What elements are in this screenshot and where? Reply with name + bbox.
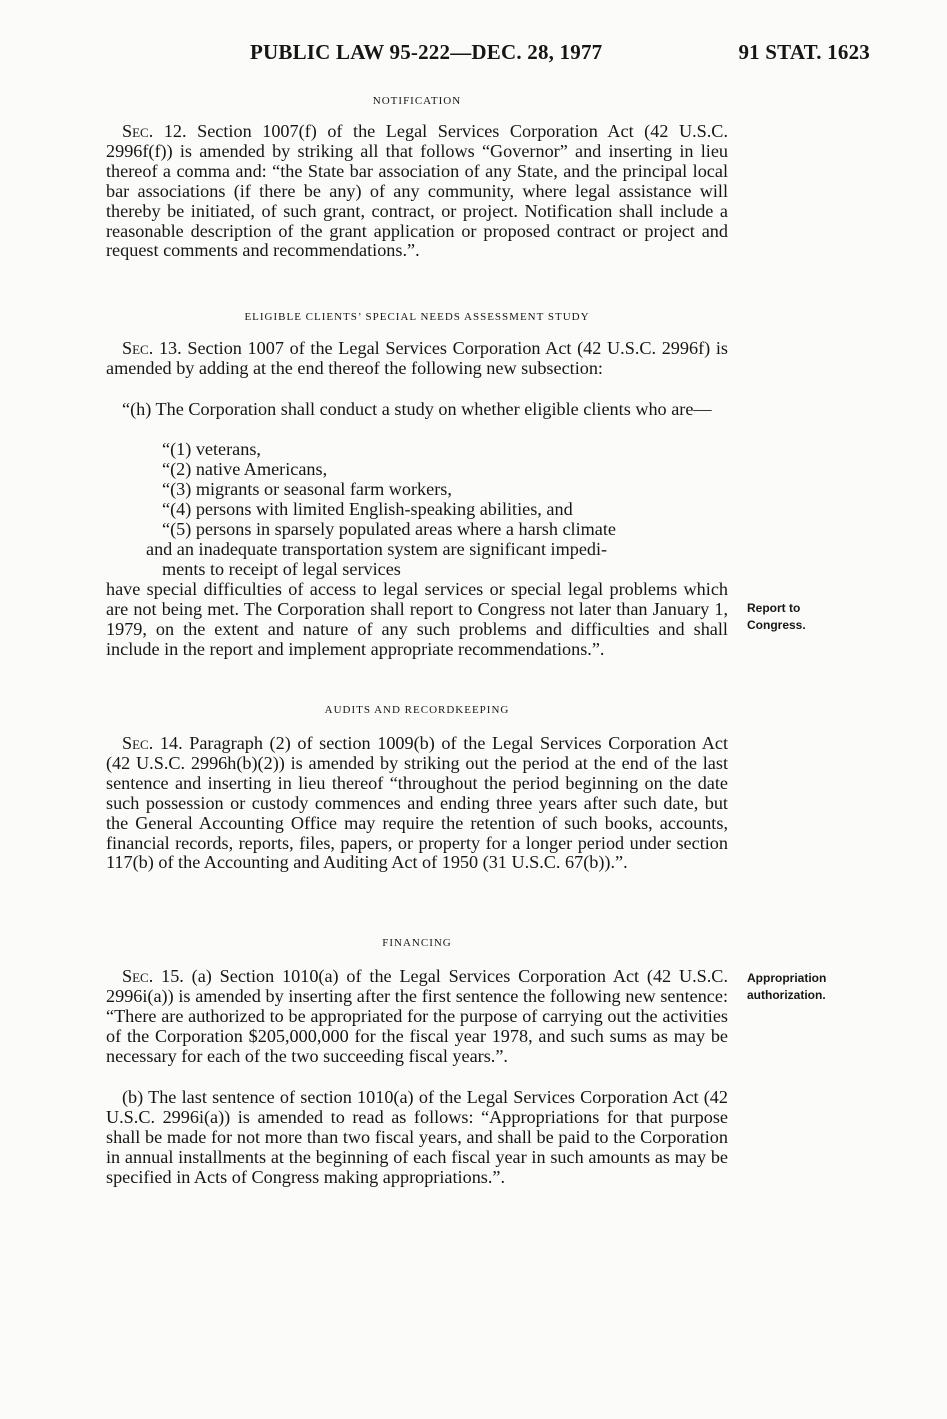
margin-note-line: Appropriation	[747, 971, 827, 985]
section-15b-paragraph: (b) The last sentence of section 1010(a) of the Legal Services Corporation Act (42 U.S.C. 2996i(a)) is amended to read as follows: “Appropriations for that purpose shall be made for not more than two fiscal years, and shall be paid to the Corporation in annual installments at the beginning of each fiscal year in such amounts as may be specified in Acts of Congress making appropriations.”.	[106, 1087, 728, 1187]
section-label: Sec.	[122, 733, 154, 753]
margin-note-line: Congress.	[747, 618, 806, 632]
section-12-text: 12. Section 1007(f) of the Legal Services Corporation Act (42 U.S.C. 2996f(f)) is amended by striking all that follows “Governor” and inserting in lieu thereof a comma and: “the State bar association of any State, and the principal local bar associations (if there be any) of any community, where legal assistance will thereby be initiated, of such grant, contract, or project. Notification shall include a reasonable description of the grant application or proposed contract or project and request comments and recommendations.”.	[106, 121, 728, 261]
header-law-date: PUBLIC LAW 95-222—DEC. 28, 1977	[250, 40, 603, 64]
heading-eligible-clients: ELIGIBLE CLIENTS’ SPECIAL NEEDS ASSESSMENT STUDY	[244, 311, 590, 323]
section-12-paragraph	[106, 122, 728, 261]
heading-audits: AUDITS AND RECORDKEEPING	[324, 704, 510, 716]
margin-note-line: Report to	[747, 601, 801, 615]
header-statute-page: 91 STAT. 1623	[738, 40, 870, 64]
heading-notification: NOTIFICATION	[372, 95, 462, 107]
heading-financing: FINANCING	[382, 937, 452, 949]
section-15a-paragraph	[106, 967, 728, 1067]
list-item: “(2) native Americans,	[162, 459, 328, 479]
list-item: “(4) persons with limited English-speaking abilities, and	[162, 499, 573, 519]
section-13-text: 13. Section 1007 of the Legal Services Corporation Act (42 U.S.C. 2996f) is amended by adding at the end thereof the following new subsection:	[106, 338, 728, 378]
section-13-closing: have special difficulties of access to legal services or special legal problems which are not being met. The Corporation shall report to Congress not later than January 1, 1979, on the extent and nature of any such problems and difficulties and shall include in the report and implement appropriate recommendations.”.	[106, 579, 728, 659]
list-item-continuation: ments to receipt of legal services	[162, 559, 401, 579]
margin-note-report-to-congress	[747, 600, 857, 634]
section-label: Sec.	[122, 338, 154, 358]
subsection-h-intro: “(h) The Corporation shall conduct a study on whether eligible clients who are—	[122, 399, 712, 419]
list-item: “(3) migrants or seasonal farm workers,	[162, 479, 452, 499]
list-item: “(5) persons in sparsely populated areas where a harsh climate	[162, 519, 617, 539]
list-item: “(1) veterans,	[162, 439, 261, 459]
section-13-paragraph	[106, 339, 728, 379]
section-label: Sec.	[122, 121, 154, 141]
section-15a-text: 15. (a) Section 1010(a) of the Legal Services Corporation Act (42 U.S.C. 2996i(a)) is amended by inserting after the first sentence the following new sentence: “There are authorized to be appropriated for the purpose of carrying out the activities of the Corporation $205,000,000 for the fiscal year 1978, and such sums as may be necessary for each of the two succeeding fiscal years.”.	[106, 966, 728, 1066]
margin-note-line: authorization.	[747, 988, 826, 1002]
section-14-text: 14. Paragraph (2) of section 1009(b) of the Legal Services Corporation Act (42 U.S.C. 2996h(b)(2)) is amended by striking out the period at the end of the last sentence and inserting in lieu thereof “throughout the period beginning on the date such possession or custody commences and ending three years after such date, but the General Accounting Office may require the retention of such books, accounts, financial records, reports, files, papers, or property for a longer period under section 117(b) of the Accounting and Auditing Act of 1950 (31 U.S.C. 67(b)).”.	[106, 733, 728, 873]
margin-note-appropriation	[747, 970, 857, 1004]
list-item-continuation: and an inadequate transportation system are significant impedi-	[146, 539, 608, 559]
section-label: Sec.	[122, 966, 154, 986]
section-14-paragraph	[106, 734, 728, 873]
